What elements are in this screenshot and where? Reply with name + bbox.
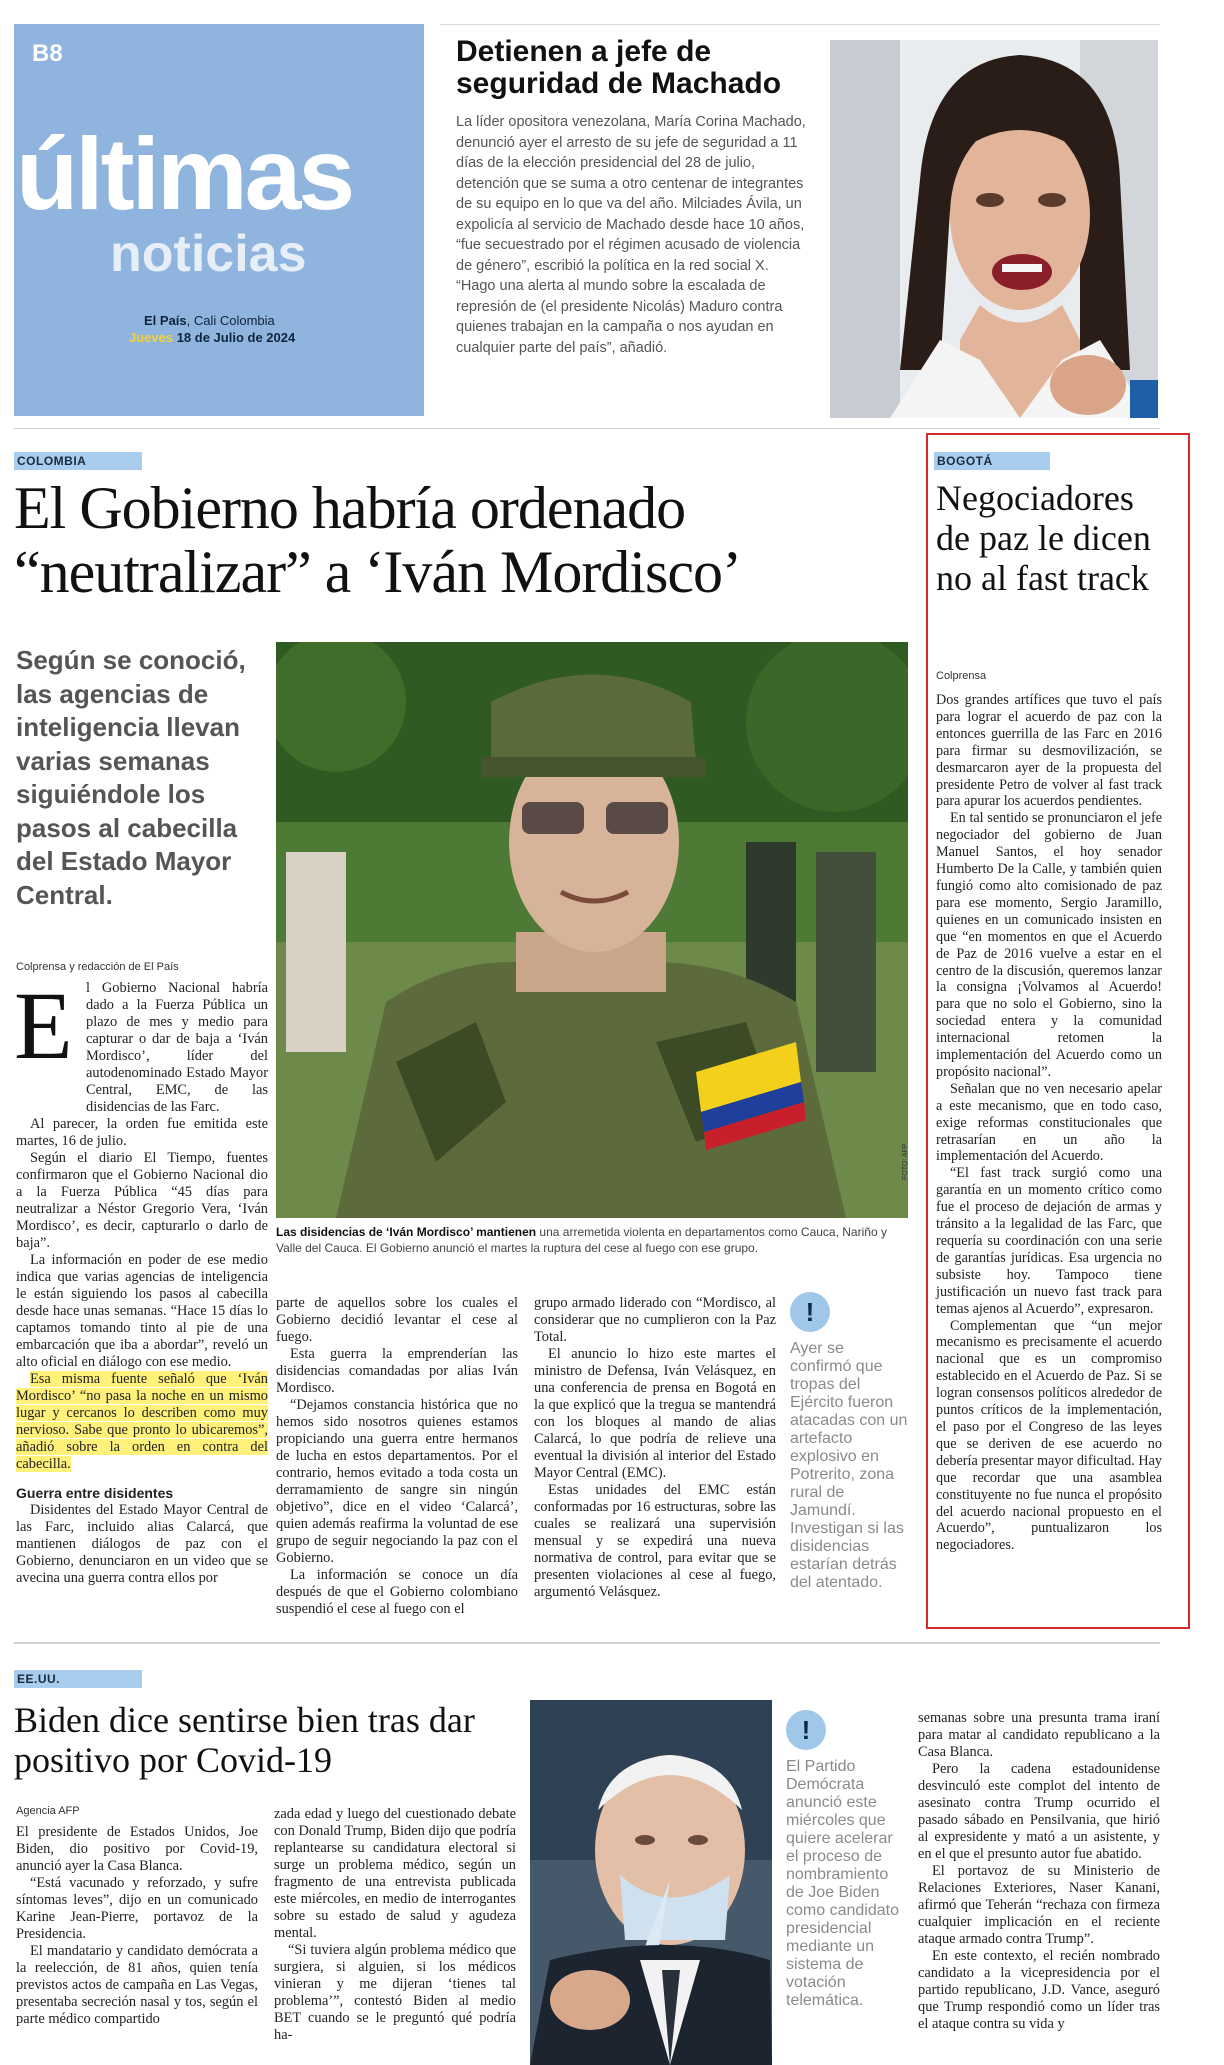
main-col2-p3: “Dejamos constancia histórica que no hemos sido nosotros quienes estamos propiciando una guerra entre hermanos de lucha en estos departamentos. Por el contrario, hemos evitado a toda costa un derramamiento de sangre sin ningún objetivo”, dice en el video ‘Calarcá’, quien además reafirma la voluntad de ese grupo de seguir negociando la paz con el Gobierno. — [276, 1397, 518, 1566]
main-col3-p3: Estas unidades del EMC están conformadas por 16 estructuras, sobre las cuales se realizará una supervisión mensual y se expedirá una nueva normativa de control, para evitar que se presenten violaciones al cese al fuego, argumentó Velásquez. — [534, 1482, 776, 1600]
section-tag-eeuu: EE.UU. — [14, 1670, 142, 1688]
machado-photo — [830, 40, 1158, 418]
side-p2: En tal sentido se pronunciaron el jefe negociador del gobierno de Juan Manuel Santos, el hoy senador Humberto De la Calle, y también quien fungió como alto comisionado de paz para ese momento, Sergio Jaramillo, quienes en un comunicado insisten en que “en momentos en que el Acuerdo de Paz de 2016 vuelve a estar en el centro de la discusión, queremos lanzar la consigna ¡Volvamos al Acuerdo! para que no solo el Gobierno, sino la sociedad entera y la comunidad internacional retomen la implementación del Acuerdo como un propósito nacional”. — [936, 810, 1162, 1080]
main-p5: Disidentes del Estado Mayor Central de las Farc, incluido alias Calarcá, que mantienen diálogos de paz con el Gobierno, denunciaron en un video que se avecina una guerra contra ellos por — [16, 1502, 268, 1586]
side-col — [936, 692, 1162, 1554]
section-tag-colombia: COLOMBIA — [14, 452, 142, 470]
main-highlight — [16, 1371, 268, 1473]
bottom-col1-p2: “Está vacunado y reforzado, y sufre síntomas leves”, dijo en un comunicado Karine Jean-Pierre, portavoz de la Presidencia. — [16, 1875, 258, 1942]
main-col3-p1: grupo armado liderado con “Mordisco, al considerar que no cumplieron con la Paz Total. — [534, 1295, 776, 1345]
bottom-col-1 — [16, 1824, 258, 2028]
main-col2-p4: La información se conoce un día después de que el Gobierno colombiano suspendió el cese al fuego con el — [276, 1567, 518, 1617]
main-p4: La información en poder de ese medio indica que varias agencias de inteligencia le están siguiendo los pasos al cabecilla desde hace unas semanas. “Hace 15 días lo captamos tomando tinto al pie de una embarcación que iba a abordar”, reveló un alto oficial en diálogo con ese medio. — [16, 1252, 268, 1370]
bottom-col2-p2: “Si tuviera algún problema médico que surgiera, si alguien, si los médicos vinieran y me dijeran ‘tienes tal problema’”, contestó Biden al medio BET cuando se le preguntó qué podría ha- — [274, 1942, 516, 2043]
dropcap: E — [14, 972, 73, 1079]
main-col-3 — [534, 1295, 776, 1601]
masthead-date-line — [129, 330, 295, 345]
main-byline: Colprensa y redacción de El País — [16, 961, 179, 973]
logo-main: últimas — [16, 117, 353, 231]
alert-icon — [790, 1292, 830, 1332]
section-tag-bogota: BOGOTÁ — [934, 452, 1050, 470]
page-number: B8 — [32, 40, 63, 67]
main-subhead: Guerra entre disidentes — [16, 1485, 174, 1501]
main-col3-p2: El anuncio lo hizo este martes el ministro de Defensa, Iván Velásquez, en una conferencia de prensa en Bogotá en la que explicó que la tregua se mantendrá con los bloques al mando de alias Calarcá, lo que podría de relieve una eventual la división al interior del Estado Mayor Central (EMC). — [534, 1346, 776, 1481]
side-p5: Complementan que “un mejor mecanismo es precisamente el acuerdo nacional que es un compromiso establecido en el Acuerdo de Paz. Si se logran consensos políticos alrededor de puntos críticos de la implementación, el paso por el Congreso de las leyes que se deriven de ese acuerdo no debería presentar mayor dificultad. Hay que recordar que una asamblea constituyente no fue nunca el propósito del acuerdo nacional propuesto en el Acuerdo”, puntualizaron los negociadores. — [936, 1317, 1162, 1554]
weekday: Jueves — [129, 330, 174, 345]
main-col2-p1: parte de aquellos sobre los cuales el Gobierno decidió levantar el cese al fuego. — [276, 1295, 518, 1345]
top-rule — [440, 24, 1160, 25]
biden-photo-svg — [530, 1700, 772, 2065]
bottom-col3-p2: Pero la cadena estadounidense desvinculó este complot del intento de asesinato contra Trump ocurrido el pasado sábado en Pensilvania, que hirió al expresidente y mató a un asistente, y en el que el presunto autor fue abatido. — [918, 1761, 1160, 1862]
photo-caption — [276, 1224, 908, 1256]
bottom-col1-p3: El mandatario y candidato demócrata a la reelección, de 81 años, quien tenía previstos actos de campaña en Las Vegas, presentaba secreción nasal y tos, según el parte médico compartido — [16, 1943, 258, 2027]
paper-name: El País — [144, 313, 187, 328]
masthead — [14, 24, 424, 416]
caption-bold: Las disidencias de ‘Iván Mordisco’ mantienen — [276, 1225, 537, 1239]
main-side-note: Ayer se confirmó que tropas del Ejército fueron atacadas con un artefacto explosivo en Potrerito, zona rural de Jamundí. Investigan si las disidencias estarían detrás del atentado. — [790, 1340, 908, 1591]
bottom-col1-p1: El presidente de Estados Unidos, Joe Biden, dio positivo por Covid-19, anunció ayer la Casa Blanca. — [16, 1824, 258, 1874]
main-col-1 — [14, 972, 268, 1587]
section-rule-1 — [14, 428, 1160, 429]
top-story-paragraph: La líder opositora venezolana, María Corina Machado, denunció ayer el arresto de su jefe de seguridad a 11 días de la elección presidencial del 28 de julio, detención que se suma a otro centenar de integrantes de su equipo en lo que va del año. Milciades Ávila, un expolicía al servicio de Machado desde hace 10 años, “fue secuestrado por el régimen acusado de violencia de género”, escribió la política en la red social X. — [456, 114, 806, 274]
bottom-side-note: El Partido Demócrata anunció este miércoles que quiere acelerar el proceso de nombramiento de Joe Biden como candidato presidencial mediante un sistema de votación telemática. — [786, 1758, 899, 2009]
main-col2-p2: Esta guerra la emprenderían las disidencias comandadas por alias Iván Mordisco. — [276, 1346, 518, 1396]
bottom-col3-p4: En este contexto, el recién nombrado candidato a la vicepresidencia por el partido republicano, J.D. Vance, aseguró que Trump respondió como un líder tras el ataque contra su vida y — [918, 1948, 1160, 2032]
side-p4: “El fast track surgió como una garantía en un momento crítico como fue el proceso de dejación de armas y tránsito a la legalidad de las Farc, que requería su coordinación con una serie de garantías jurídicas. Esa urgencia no subsiste hoy. Tampoco tiene justificación un nuevo fast track para temas ajenos al Acuerdo”, expresaron. — [936, 1165, 1162, 1317]
bottom-col2-p1: zada edad y luego del cuestionado debate con Donald Trump, Biden dijo que podría replantearse su candidatura electoral si surge un problema médico, según un fragmento de una entrevista publicada este miércoles, en medio de interrogantes sobre su estado de salud y agudeza mental. — [274, 1806, 516, 1941]
bottom-col-3 — [918, 1710, 1160, 2033]
caption-rest: una arremetida violenta en departamentos como Cauca, Nariño y Valle del Cauca. El Gobierno anunció el martes la ruptura del cese al fuego con ese grupo. — [276, 1225, 887, 1255]
biden-photo — [530, 1700, 772, 2065]
highlight-text: Esa misma fuente señaló que ‘Iván Mordisco’ “no pasa la noche en un mismo lugar y cercanos lo describen como muy nervioso. Sabe que pronto lo ubicaremos”, añadió sobre la orden en contra del cabecilla. — [16, 1371, 268, 1472]
bottom-col3-p3: El portavoz de su Ministerio de Relaciones Exteriores, Naser Kanani, afirmó que Teherán “rechaza con firmeza cualquier implicación en el reciente ataque armado contra Trump”. — [918, 1863, 1160, 1947]
top-story-body — [456, 112, 811, 358]
main-p3: Según el diario El Tiempo, fuentes confirmaron que el Gobierno Nacional dio a la Fuerza Pública “45 días para neutralizar a Néstor Gregorio Vera, ‘Iván Mordisco’, es decir, capturarlo o darlo de baja”. — [16, 1150, 268, 1251]
alert-icon-2 — [786, 1710, 826, 1750]
mordisco-photo-svg — [276, 642, 908, 1218]
main-headline: El Gobierno habría ordenado “neutralizar” a ‘Iván Mordisco’ — [14, 475, 741, 605]
bottom-byline: Agencia AFP — [16, 1805, 80, 1817]
masthead-paper-line — [144, 313, 275, 328]
side-p1: Dos grandes artífices que tuvo el país para lograr el acuerdo de paz con la entonces guerrilla de las Farc en 2016 para firmar su desmovilización, se desmarcaron ayer de la propuesta del presidente Petro de volver al fast track para apurar los acuerdos pendientes. — [936, 692, 1162, 810]
section-rule-2 — [14, 1642, 1160, 1644]
main-p2: Al parecer, la orden fue emitida este martes, 16 de julio. — [16, 1116, 268, 1149]
exclamation-icon: ! — [805, 1297, 815, 1327]
top-story-headline: Detienen a jefe de seguridad de Machado — [456, 35, 782, 100]
side-headline: Negociadores de paz le dicen no al fast track — [936, 478, 1151, 598]
bottom-headline: Biden dice sentirse bien tras dar positivo por Covid-19 — [14, 1700, 475, 1780]
main-deck: Según se conoció, las agencias de inteligencia llevan varias semanas siguiéndole los pasos al cabecilla del Estado Mayor Central. — [16, 645, 246, 910]
top-story-quote: “Hago una alerta al mundo sobre la escalada de represión de (el presidente Nicolás) Maduro contra quienes trabajan en la campaña o nos ayudan en cualquier parte del país”, añadió. — [456, 278, 783, 356]
main-col-2 — [276, 1295, 518, 1618]
machado-portrait-svg — [830, 40, 1158, 418]
side-byline: Colprensa — [936, 670, 987, 682]
paper-city: , Cali Colombia — [186, 313, 275, 328]
exclamation-icon-2: ! — [801, 1715, 811, 1745]
main-lead: l Gobierno Nacional habría dado a la Fuerza Pública un plazo de mes y medio para capturar o dar de baja a ‘Iván Mordisco’, líder del autodenominado Estado Mayor Central, EMC, de las disidencias de las Farc. — [86, 980, 268, 1115]
mordisco-photo — [276, 642, 908, 1218]
photo-credit: FOTO: AFP — [902, 1143, 909, 1180]
bottom-col3-p1: semanas sobre una presunta trama iraní para matar al candidato republicano a la Casa Blanca. — [918, 1710, 1160, 1760]
date: 18 de Julio de 2024 — [173, 330, 296, 345]
bottom-col-2 — [274, 1806, 516, 2044]
logo-sub: noticias — [110, 225, 307, 283]
side-p3: Señalan que no ven necesario apelar a este mecanismo, que en todo caso, exige reformas constitucionales que retrasarían en un año la implementación del Acuerdo. — [936, 1080, 1162, 1165]
